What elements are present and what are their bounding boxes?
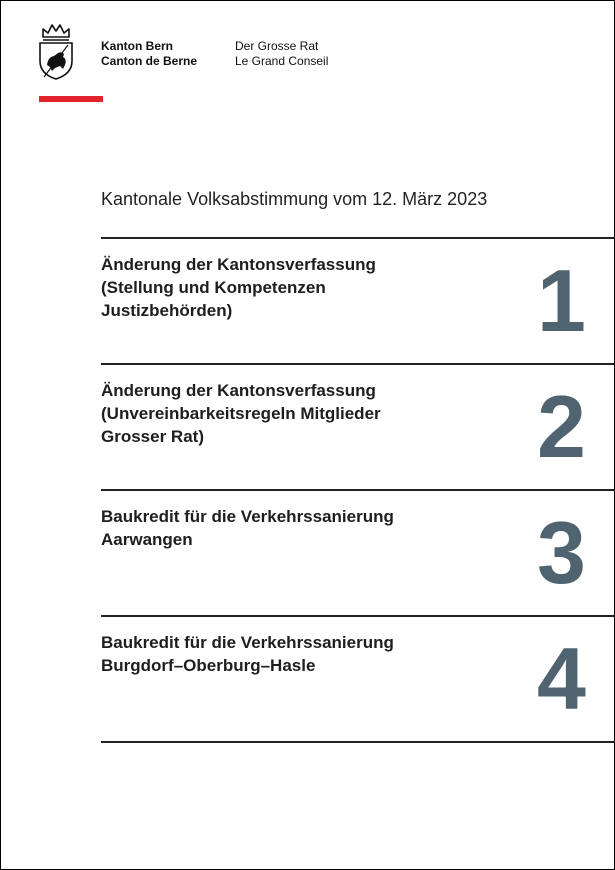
divider-rule	[101, 615, 614, 617]
ballot-item-2-title	[101, 379, 501, 448]
page-subtitle: Kantonale Volksabstimmung vom 12. März 2023	[101, 189, 488, 209]
ballot-item-1-title	[101, 253, 501, 322]
accent-bar	[39, 96, 103, 102]
divider-rule	[101, 489, 614, 491]
divider-rule	[101, 741, 614, 743]
council-name-fr: Le Grand Conseil	[235, 54, 329, 68]
title-line: Grosser Rat)	[101, 427, 204, 446]
ballot-item-2-number: 2	[537, 377, 586, 476]
title-line: Baukredit für die Verkehrssanierung	[101, 633, 394, 652]
title-line: Änderung der Kantonsverfassung	[101, 381, 376, 400]
bern-coat-of-arms-icon	[38, 21, 74, 81]
title-line: (Stellung und Kompetenzen	[101, 278, 326, 297]
ballot-item-3-title	[101, 505, 501, 551]
org-name-de: Kanton Bern	[101, 39, 173, 53]
title-line: Burgdorf–Oberburg–Hasle	[101, 656, 316, 675]
org-name-fr: Canton de Berne	[101, 54, 198, 68]
title-line: Änderung der Kantonsverfassung	[101, 255, 376, 274]
title-line: Justizbehörden)	[101, 301, 233, 320]
ballot-item-4-number: 4	[537, 629, 586, 728]
ballot-item-4-title	[101, 631, 501, 677]
divider-rule	[101, 363, 614, 365]
title-line: Aarwangen	[101, 530, 193, 549]
ballot-item-3-number: 3	[537, 503, 586, 602]
council-name-de: Der Grosse Rat	[235, 39, 319, 53]
divider-rule	[101, 237, 614, 239]
ballot-item-1-number: 1	[537, 251, 586, 350]
title-line: Baukredit für die Verkehrssanierung	[101, 507, 394, 526]
title-line: (Unvereinbarkeitsregeln Mitglieder	[101, 404, 381, 423]
